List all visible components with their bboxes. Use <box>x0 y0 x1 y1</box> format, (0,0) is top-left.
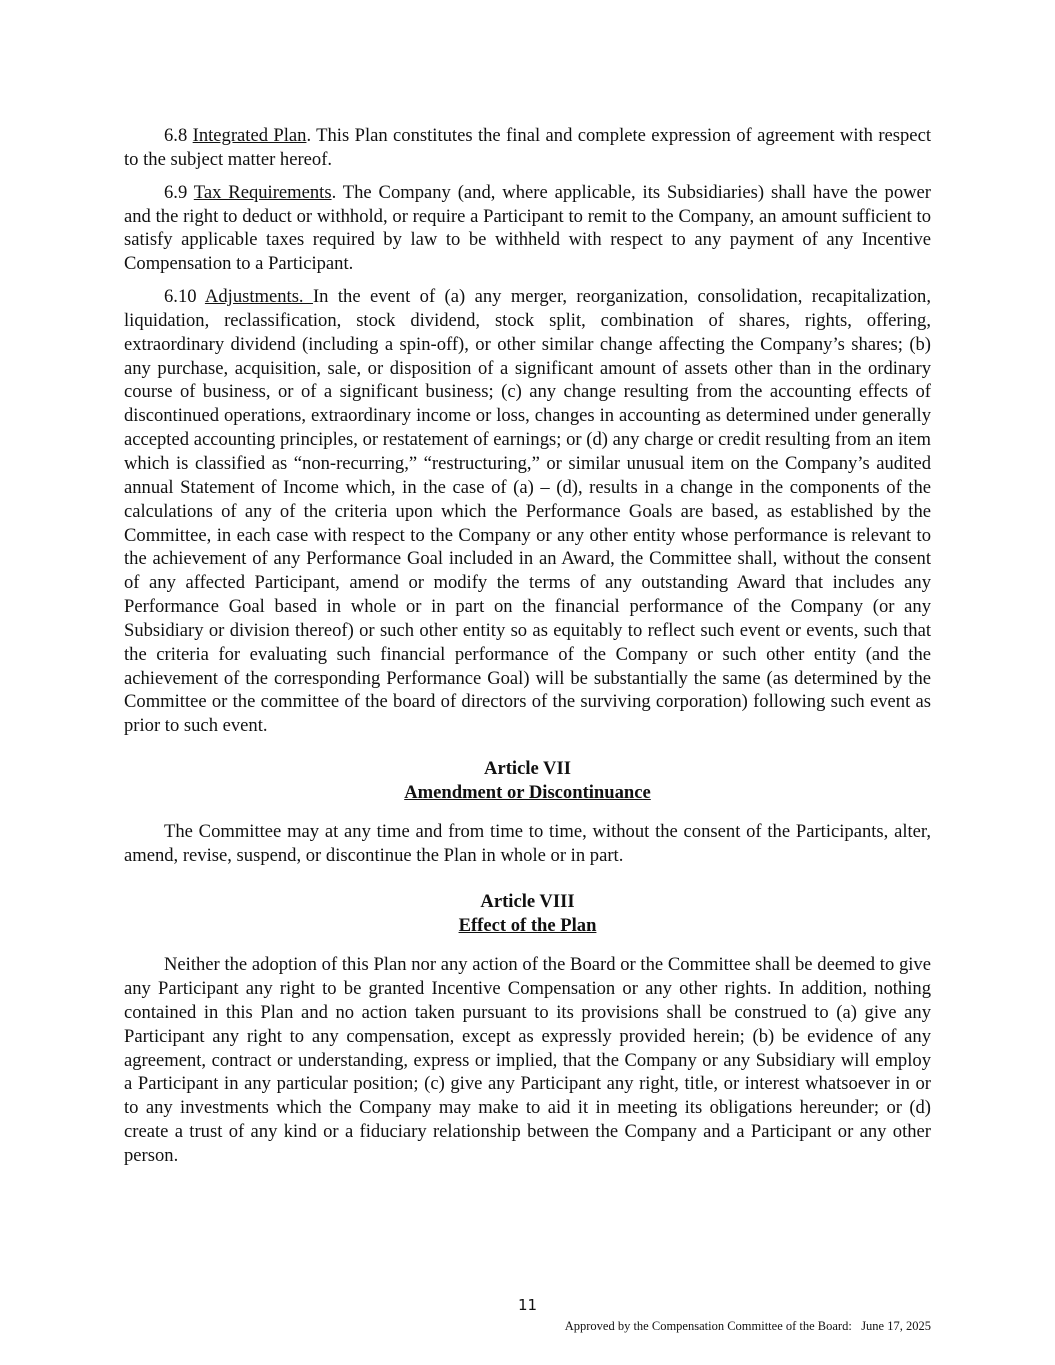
section-text: In the event of (a) any merger, reorganization, consolidation, recapitalization, liquidation, reclassification, stock dividend, stock split, combination of shares, rights, offering, extraordinary dividend (including a spin-off), or other similar change affecting the Company’s shares; (b) any purchase, acquisition, sale, or disposition of a significant amount of assets other than in the ordinary course of business, or of a significant business; (c) any change resulting from the accounting effects of discontinued operations, extraordinary income or loss, changes in accounting as determined under generally accepted accounting principles, or restatement of earnings; or (d) any charge or credit resulting from an item which is classified as “non-recurring,” “restructuring,” or similar unusual item on the Company’s audited annual Statement of Income which, in the case of (a) – (d), results in a change in the components of the calculations of any of the criteria upon which the Performance Goals are based, as established by the Committee, in each case with respect to the Company or any other entity whose performance is relevant to the achievement of any Performance Goal included in an Award, the Committee shall, without the consent of any affected Participant, amend or modify the terms of any outstanding Award that includes any Performance Goal based in whole or in part on the financial performance of the Company (or any Subsidiary or division thereof) or such other entity so as equitably to reflect such event or events, such that the criteria for evaluating such financial performance of the Company or such other entity (and the achievement of the corresponding Performance Goal) will be substantially the same (as determined by the Committee or the committee of the board of directors of the surviving corporation) following such event as prior to such event. <box>124 286 931 737</box>
section-number: 6.8 <box>164 125 188 146</box>
article-label: Article VII <box>484 758 571 780</box>
section-6-9 <box>124 181 931 276</box>
article-title: Effect of the Plan <box>458 915 597 937</box>
section-text: . The Company (and, where applicable, its Subsidiaries) shall have the power and the right to deduct or withhold, or require a Participant to remit to the Company, an amount sufficient to satisfy applicable taxes required by law to be withheld with respect to any payment of any Incentive Compensation to a Participant. <box>124 181 931 275</box>
section-6-10 <box>124 285 931 738</box>
article-title: Amendment or Discontinuance <box>404 781 651 803</box>
section-number: 6.9 <box>164 181 188 203</box>
document-page <box>124 124 931 1177</box>
section-number: 6.10 <box>164 286 197 308</box>
article-8-body: Neither the adoption of this Plan nor any action of the Board or the Committee shall be deemed to give any Participant any right to be granted Incentive Compensation or any other rights. In addition, nothing contained in this Plan and no action taken pursuant to its provisions shall be construed to (a) give any Participant any right to any compensation, except as expressly provided herein; (b) be evidence of any agreement, contract or understanding, express or implied, that the Company or any Subsidiary will employ a Participant in any particular position; (c) give any Participant any right, title, or interest whatsoever in or to any investments which the Company may make to aid it in meeting its obligations hereunder; or (d) create a trust of any kind or a fiduciary relationship between the Company and a Participant or any other person. <box>124 954 931 1166</box>
article-7-body: The Committee may at any time and from time to time, without the consent of the Participants, alter, amend, revise, suspend, or discontinue the Plan in whole or in part. <box>124 820 931 866</box>
page-number: 11 <box>517 1296 538 1314</box>
section-title: Tax Requirements <box>193 181 332 203</box>
article-label: Article VIII <box>480 891 575 913</box>
article-8-heading <box>124 890 931 938</box>
section-text: . This Plan constitutes the final and complete expression of agreement with respect to the subject matter hereof. <box>124 125 931 170</box>
approval-footer: Approved by the Compensation Committee of the Board: June 17, 2025 <box>564 1319 931 1333</box>
section-6-8 <box>124 124 931 172</box>
article-7-heading <box>124 757 931 805</box>
section-title: Integrated Plan <box>192 125 307 146</box>
section-title: Adjustments. <box>204 286 313 308</box>
